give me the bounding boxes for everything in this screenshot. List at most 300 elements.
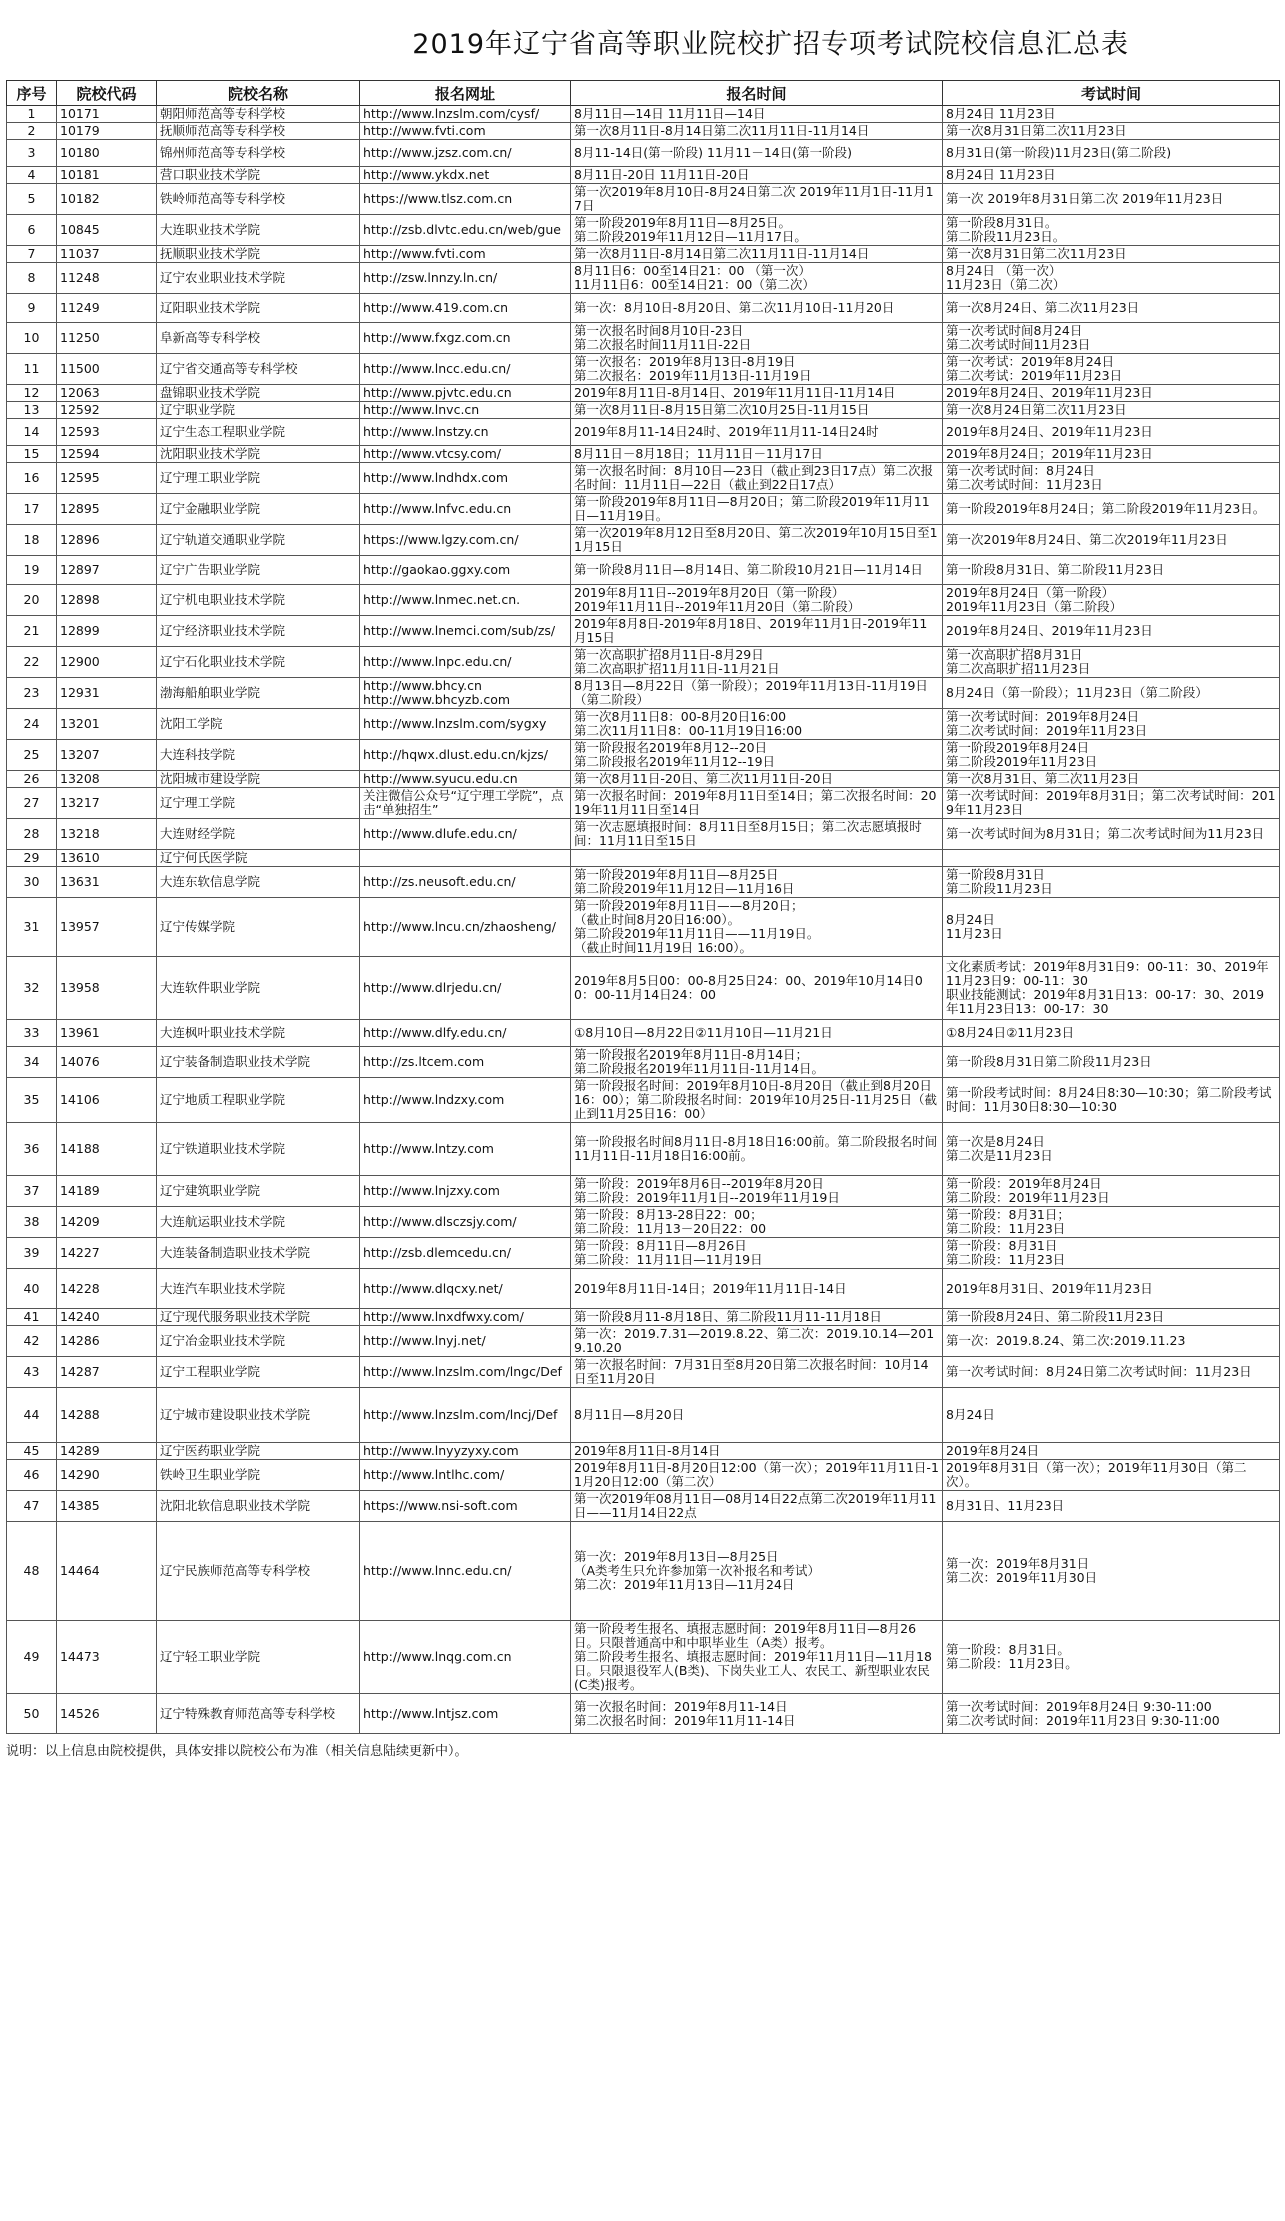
cell-index: 47 (7, 1491, 57, 1522)
cell-school-name: 辽宁医药职业学院 (157, 1443, 360, 1460)
cell-signup-url[interactable]: http://www.lnvc.cn (360, 402, 571, 419)
cell-school-name: 盘锦职业技术学院 (157, 385, 360, 402)
cell-signup-url[interactable]: http://www.lnyj.net/ (360, 1326, 571, 1357)
cell-school-name: 辽宁何氏医学院 (157, 850, 360, 867)
cell-index: 39 (7, 1238, 57, 1269)
cell-signup-time: 第一次8月11日-8月14日第二次11月11日-11月14日 (571, 246, 943, 263)
cell-signup-time: 2019年8月11日-8月20日12:00（第一次）；2019年11月11日-11月20日12:00（第二次） (571, 1460, 943, 1491)
cell-school-name: 大连枫叶职业技术学院 (157, 1020, 360, 1047)
cell-index: 23 (7, 678, 57, 709)
cell-signup-url[interactable]: http://www.dlfy.edu.cn/ (360, 1020, 571, 1047)
cell-exam-time: 第一阶段8月24日、第二阶段11月23日 (943, 1309, 1280, 1326)
cell-signup-url[interactable]: http://www.lnjzxy.com (360, 1176, 571, 1207)
cell-signup-url[interactable]: http://www.dlqcxy.net/ (360, 1269, 571, 1309)
cell-school-code: 11500 (57, 354, 157, 385)
cell-index: 24 (7, 709, 57, 740)
cell-index: 25 (7, 740, 57, 771)
cell-exam-time: 第一次8月24日、第二次11月23日 (943, 294, 1280, 323)
cell-school-code: 12895 (57, 494, 157, 525)
cell-school-name: 辽阳职业技术学院 (157, 294, 360, 323)
cell-exam-time: 第一阶段2019年8月24日 第二阶段2019年11月23日 (943, 740, 1280, 771)
table-row (7, 585, 1280, 616)
cell-signup-time: 2019年8月8日-2019年8月18日、2019年11月1日-2019年11月15日 (571, 616, 943, 647)
cell-index: 20 (7, 585, 57, 616)
cell-school-name: 大连航运职业技术学院 (157, 1207, 360, 1238)
cell-exam-time: 2019年8月31日（第一次）；2019年11月30日（第二次）。 (943, 1460, 1280, 1491)
cell-index: 7 (7, 246, 57, 263)
cell-exam-time: 第一次2019年8月24日、第二次2019年11月23日 (943, 525, 1280, 556)
cell-signup-time: 8月11日6：00至14日21：00 （第一次） 11月11日6：00至14日21：00（第二次） (571, 263, 943, 294)
cell-index: 8 (7, 263, 57, 294)
cell-index: 1 (7, 106, 57, 123)
cell-school-name: 辽宁轨道交通职业学院 (157, 525, 360, 556)
table-row (7, 850, 1280, 867)
table-row (7, 647, 1280, 678)
cell-signup-time: 第一次报名时间：7月31日至8月20日第二次报名时间：10月14日至11月20日 (571, 1357, 943, 1388)
cell-exam-time: 第一次考试时间：8月24日第二次考试时间：11月23日 (943, 1357, 1280, 1388)
cell-index: 22 (7, 647, 57, 678)
cell-school-name: 沈阳职业技术学院 (157, 446, 360, 463)
cell-school-name: 营口职业技术学院 (157, 167, 360, 184)
cell-exam-time: 第一次考试时间：8月24日 第二次考试时间：11月23日 (943, 463, 1280, 494)
cell-signup-url[interactable]: http://www.lntlhc.com/ (360, 1460, 571, 1491)
cell-signup-time: 第一阶段：2019年8月6日--2019年8月20日 第二阶段：2019年11月1日--2019年11月19日 (571, 1176, 943, 1207)
cell-index: 36 (7, 1123, 57, 1176)
cell-exam-time: 第一次是8月24日 第二次是11月23日 (943, 1123, 1280, 1176)
cell-school-code: 14287 (57, 1357, 157, 1388)
cell-signup-url[interactable]: http://gaokao.ggxy.com (360, 556, 571, 585)
cell-signup-url[interactable] (360, 850, 571, 867)
cell-index: 49 (7, 1621, 57, 1694)
cell-exam-time: 第一次考试时间：2019年8月31日；第二次考试时间：2019年11月23日 (943, 788, 1280, 819)
cell-school-code: 11248 (57, 263, 157, 294)
table-row (7, 354, 1280, 385)
cell-signup-url[interactable]: http://www.419.com.cn (360, 294, 571, 323)
table-row (7, 1491, 1280, 1522)
table-row (7, 1443, 1280, 1460)
cell-exam-time: 8月24日（第一阶段）；11月23日（第二阶段） (943, 678, 1280, 709)
cell-signup-url[interactable]: http://www.lnmec.net.cn. (360, 585, 571, 616)
cell-signup-time: 第一次高职扩招8月11日-8月29日 第二次高职扩招11月11日-11月21日 (571, 647, 943, 678)
cell-school-name: 辽宁职业学院 (157, 402, 360, 419)
cell-index: 37 (7, 1176, 57, 1207)
cell-school-code: 14464 (57, 1522, 157, 1621)
table-row (7, 323, 1280, 354)
cell-signup-url[interactable]: http://zsb.dlemcedu.cn/ (360, 1238, 571, 1269)
cell-school-name: 阜新高等专科学校 (157, 323, 360, 354)
cell-signup-time: 2019年8月5日00：00-8月25日24：00、2019年10月14日00：00-11月14日24：00 (571, 957, 943, 1020)
cell-signup-time: 第一次2019年8月10日-8月24日第二次 2019年11月1日-11月17日 (571, 184, 943, 215)
cell-exam-time: 2019年8月31日、2019年11月23日 (943, 1269, 1280, 1309)
cell-signup-url[interactable]: http://zsw.lnnzy.ln.cn/ (360, 263, 571, 294)
table-row (7, 246, 1280, 263)
cell-school-code: 13201 (57, 709, 157, 740)
cell-exam-time: 第一阶段：8月31日 第二阶段：11月23日 (943, 1238, 1280, 1269)
cell-school-code: 12592 (57, 402, 157, 419)
cell-signup-time: 第一阶段8月11日—8月14日、第二阶段10月21日—11月14日 (571, 556, 943, 585)
cell-school-name: 朝阳师范高等专科学校 (157, 106, 360, 123)
cell-signup-time: 8月11日—8月20日 (571, 1388, 943, 1443)
cell-school-code: 13218 (57, 819, 157, 850)
cell-signup-url[interactable]: http://www.vtcsy.com/ (360, 446, 571, 463)
cell-school-name: 辽宁城市建设职业技术学院 (157, 1388, 360, 1443)
cell-signup-url[interactable]: 关注微信公众号“辽宁理工学院”，点击“单独招生” (360, 788, 571, 819)
table-row (7, 1269, 1280, 1309)
cell-signup-time: 第一阶段报名时间：2019年8月10日-8月20日（截止到8月20日16：00）；第二阶段报名时间：2019年10月25日-11月25日（截止到11月25日16：00） (571, 1078, 943, 1123)
cell-signup-time: 第一次8月11日-8月15日第二次10月25日-11月15日 (571, 402, 943, 419)
cell-signup-url[interactable]: http://www.lncu.cn/zhaosheng/ (360, 898, 571, 957)
cell-signup-time: 第一次8月11日8：00-8月20日16:00 第二次11月11日8：00-11月19日16:00 (571, 709, 943, 740)
cell-exam-time: 第一次 2019年8月31日第二次 2019年11月23日 (943, 184, 1280, 215)
cell-school-name: 抚顺职业技术学院 (157, 246, 360, 263)
cell-signup-time: 第一次8月11日-8月14日第二次11月11日-11月14日 (571, 123, 943, 140)
cell-signup-url[interactable]: https://www.nsi-soft.com (360, 1491, 571, 1522)
cell-school-name: 辽宁建筑职业学院 (157, 1176, 360, 1207)
cell-school-code: 13217 (57, 788, 157, 819)
cell-signup-time: 第一次：2019年8月13日—8月25日 （A类考生只允许参加第一次补报名和考试） 第二次：2019年11月13日—11月24日 (571, 1522, 943, 1621)
cell-school-code: 13957 (57, 898, 157, 957)
cell-school-name: 辽宁铁道职业技术学院 (157, 1123, 360, 1176)
cell-exam-time: 2019年8月24日（第一阶段） 2019年11月23日（第二阶段） (943, 585, 1280, 616)
cell-signup-url[interactable]: http://www.dlrjedu.cn/ (360, 957, 571, 1020)
cell-index: 26 (7, 771, 57, 788)
cell-exam-time: 第一次8月24日第二次11月23日 (943, 402, 1280, 419)
cell-signup-url[interactable]: http://zs.ltcem.com (360, 1047, 571, 1078)
cell-school-name: 沈阳北软信息职业技术学院 (157, 1491, 360, 1522)
cell-signup-url[interactable]: http://www.lncc.edu.cn/ (360, 354, 571, 385)
cell-school-name: 辽宁生态工程职业学院 (157, 419, 360, 446)
cell-school-code: 10180 (57, 140, 157, 167)
cell-school-code: 14286 (57, 1326, 157, 1357)
cell-signup-url[interactable]: http://www.lnstzy.cn (360, 419, 571, 446)
cell-school-code: 14526 (57, 1694, 157, 1734)
cell-signup-time: 8月11日－8月18日；11月11日－11月17日 (571, 446, 943, 463)
table-row (7, 1357, 1280, 1388)
cell-school-name: 辽宁民族师范高等专科学校 (157, 1522, 360, 1621)
header-school-name: 院校名称 (157, 81, 360, 106)
cell-signup-url[interactable]: http://www.dlsczsjy.com/ (360, 1207, 571, 1238)
cell-signup-url[interactable]: http://www.lnzslm.com/lncj/Def (360, 1388, 571, 1443)
cell-school-code: 14228 (57, 1269, 157, 1309)
cell-signup-url[interactable]: http://www.lnzslm.com/lngc/Def (360, 1357, 571, 1388)
table-row (7, 1123, 1280, 1176)
cell-signup-time: 第一阶段考生报名、填报志愿时间：2019年8月11日—8月26日。只限普通高中和中职毕业生（A类）报考。 第二阶段考生报名、填报志愿时间：2019年11月11日—11月18日。只限退役军人(B类)、下岗失业工人、农民工、新型职业农民(C类)报考。 (571, 1621, 943, 1694)
cell-school-name: 辽宁工程职业学院 (157, 1357, 360, 1388)
cell-exam-time: 第一次：2019.8.24、第二次:2019.11.23 (943, 1326, 1280, 1357)
cell-school-name: 辽宁经济职业技术学院 (157, 616, 360, 647)
table-row (7, 556, 1280, 585)
table-row (7, 957, 1280, 1020)
cell-index: 4 (7, 167, 57, 184)
cell-signup-time: 第一次报名时间8月10日-23日 第二次报名时间11月11日-22日 (571, 323, 943, 354)
cell-index: 34 (7, 1047, 57, 1078)
cell-signup-url[interactable]: http://zs.neusoft.edu.cn/ (360, 867, 571, 898)
cell-school-code: 13958 (57, 957, 157, 1020)
cell-index: 21 (7, 616, 57, 647)
cell-school-code: 13631 (57, 867, 157, 898)
cell-school-code: 14385 (57, 1491, 157, 1522)
cell-signup-time: 第一次报名：2019年8月13日-8月19日 第二次报名：2019年11月13日-11月19日 (571, 354, 943, 385)
cell-signup-time: 第一次：2019.7.31—2019.8.22、第二次：2019.10.14—2019.10.20 (571, 1326, 943, 1357)
cell-signup-url[interactable]: http://www.lndhdx.com (360, 463, 571, 494)
cell-school-name: 辽宁省交通高等专科学校 (157, 354, 360, 385)
cell-exam-time: 第一次8月31日第二次11月23日 (943, 246, 1280, 263)
table-row (7, 867, 1280, 898)
cell-school-code: 12899 (57, 616, 157, 647)
cell-signup-time: 第一次：8月10日-8月20日、第二次11月10日-11月20日 (571, 294, 943, 323)
cell-signup-url[interactable]: http://www.ykdx.net (360, 167, 571, 184)
cell-school-name: 辽宁石化职业技术学院 (157, 647, 360, 678)
table-row (7, 1020, 1280, 1047)
cell-exam-time: 8月24日 11月23日 (943, 898, 1280, 957)
cell-index: 32 (7, 957, 57, 1020)
table-row (7, 263, 1280, 294)
cell-signup-time: 第一阶段报名2019年8月12--20日 第二阶段报名2019年11月12--19日 (571, 740, 943, 771)
cell-index: 42 (7, 1326, 57, 1357)
table-row (7, 788, 1280, 819)
cell-index: 40 (7, 1269, 57, 1309)
cell-signup-url[interactable]: http://www.lndzxy.com (360, 1078, 571, 1123)
cell-exam-time: 第一次考试时间8月24日 第二次考试时间11月23日 (943, 323, 1280, 354)
table-row (7, 446, 1280, 463)
cell-exam-time: 第一阶段8月31日 第二阶段11月23日 (943, 867, 1280, 898)
page-title: 2019年辽宁省高等职业院校扩招专项考试院校信息汇总表 (412, 29, 1129, 60)
table-row (7, 106, 1280, 123)
cell-school-name: 大连财经学院 (157, 819, 360, 850)
cell-school-code: 12897 (57, 556, 157, 585)
cell-signup-url[interactable]: http://www.lnzslm.com/sygxy (360, 709, 571, 740)
cell-exam-time: 第一阶段：2019年8月24日 第二阶段：2019年11月23日 (943, 1176, 1280, 1207)
cell-school-name: 辽宁金融职业学院 (157, 494, 360, 525)
cell-index: 45 (7, 1443, 57, 1460)
cell-signup-time: 第一阶段：8月11日—8月26日 第二阶段：11月11日—11月19日 (571, 1238, 943, 1269)
cell-school-code: 11249 (57, 294, 157, 323)
cell-index: 29 (7, 850, 57, 867)
footnote: 说明：以上信息由院校提供，具体安排以院校公布为准（相关信息陆续更新中）。 (6, 1744, 468, 1759)
cell-school-code: 14188 (57, 1123, 157, 1176)
cell-signup-time: 8月11日-20日 11月11日-20日 (571, 167, 943, 184)
cell-school-code: 14227 (57, 1238, 157, 1269)
cell-school-code: 10179 (57, 123, 157, 140)
cell-school-code: 14473 (57, 1621, 157, 1694)
table-row (7, 463, 1280, 494)
table-row (7, 898, 1280, 957)
cell-index: 31 (7, 898, 57, 957)
table-row (7, 1522, 1280, 1621)
cell-school-code: 14289 (57, 1443, 157, 1460)
cell-school-code: 12931 (57, 678, 157, 709)
cell-school-name: 铁岭卫生职业学院 (157, 1460, 360, 1491)
cell-school-name: 锦州师范高等专科学校 (157, 140, 360, 167)
cell-signup-url[interactable]: http://www.lnpc.edu.cn/ (360, 647, 571, 678)
cell-school-name: 大连软件职业学院 (157, 957, 360, 1020)
cell-signup-url[interactable]: http://www.pjvtc.edu.cn (360, 385, 571, 402)
cell-index: 41 (7, 1309, 57, 1326)
cell-school-name: 辽宁理工职业学院 (157, 463, 360, 494)
cell-signup-url[interactable]: http://www.lntjsz.com (360, 1694, 571, 1734)
cell-exam-time: 第一次考试时间：2019年8月24日 第二次考试时间：2019年11月23日 (943, 709, 1280, 740)
table-row (7, 616, 1280, 647)
cell-signup-url[interactable]: http://www.lnfvc.edu.cn (360, 494, 571, 525)
header-index: 序号 (7, 81, 57, 106)
table-row (7, 819, 1280, 850)
cell-signup-time: 第一阶段报名时间8月11日-8月18日16:00前。第二阶段报名时间11月11日-11月18日16:00前。 (571, 1123, 943, 1176)
cell-school-code: 14288 (57, 1388, 157, 1443)
cell-signup-url[interactable]: http://www.lnemci.com/sub/zs/ (360, 616, 571, 647)
table-row (7, 740, 1280, 771)
table-row (7, 1176, 1280, 1207)
cell-school-code: 11037 (57, 246, 157, 263)
table-row (7, 678, 1280, 709)
cell-school-name: 大连职业技术学院 (157, 215, 360, 246)
cell-index: 13 (7, 402, 57, 419)
cell-signup-url[interactable]: http://www.fxgz.com.cn (360, 323, 571, 354)
cell-school-code: 14209 (57, 1207, 157, 1238)
cell-school-name: 辽宁机电职业技术学院 (157, 585, 360, 616)
cell-school-code: 12900 (57, 647, 157, 678)
cell-index: 11 (7, 354, 57, 385)
table-row (7, 140, 1280, 167)
table-row (7, 1621, 1280, 1694)
cell-index: 19 (7, 556, 57, 585)
header-signup-time: 报名时间 (571, 81, 943, 106)
cell-exam-time: 第一阶段：8月31日。 第二阶段：11月23日。 (943, 1621, 1280, 1694)
cell-exam-time: 第一阶段考试时间：8月24日8:30—10:30；第二阶段考试时间：11月30日8:30—10:30 (943, 1078, 1280, 1123)
cell-school-code: 12595 (57, 463, 157, 494)
cell-signup-url[interactable]: https://www.lgzy.com.cn/ (360, 525, 571, 556)
cell-index: 30 (7, 867, 57, 898)
cell-exam-time: 第一次8月31日第二次11月23日 (943, 123, 1280, 140)
cell-exam-time: 2019年8月24日、2019年11月23日 (943, 385, 1280, 402)
cell-exam-time: 第一阶段8月31日。 第二阶段11月23日。 (943, 215, 1280, 246)
cell-school-name: 辽宁特殊教育师范高等专科学校 (157, 1694, 360, 1734)
cell-school-code: 10182 (57, 184, 157, 215)
cell-signup-time: 2019年8月11日--2019年8月20日（第一阶段） 2019年11月11日--2019年11月20日（第二阶段） (571, 585, 943, 616)
cell-school-name: 辽宁理工学院 (157, 788, 360, 819)
table-row (7, 294, 1280, 323)
cell-exam-time: 8月24日 (943, 1388, 1280, 1443)
cell-index: 27 (7, 788, 57, 819)
cell-signup-time: 8月11-14日(第一阶段) 11月11－14日(第一阶段) (571, 140, 943, 167)
cell-school-code: 13207 (57, 740, 157, 771)
cell-index: 44 (7, 1388, 57, 1443)
cell-exam-time: 2019年8月24日、2019年11月23日 (943, 616, 1280, 647)
cell-exam-time: 8月24日 11月23日 (943, 106, 1280, 123)
cell-signup-time: 2019年8月11日-14日；2019年11月11日-14日 (571, 1269, 943, 1309)
cell-signup-url[interactable]: http://www.fvti.com (360, 246, 571, 263)
cell-school-name: 辽宁装备制造职业技术学院 (157, 1047, 360, 1078)
header-signup-url: 报名网址 (360, 81, 571, 106)
cell-exam-time: 2019年8月24日 (943, 1443, 1280, 1460)
cell-exam-time: 第一次考试时间：2019年8月24日 9:30-11:00 第二次考试时间：2019年11月23日 9:30-11:00 (943, 1694, 1280, 1734)
cell-signup-url[interactable]: http://www.dlufe.edu.cn/ (360, 819, 571, 850)
cell-index: 2 (7, 123, 57, 140)
cell-index: 6 (7, 215, 57, 246)
cell-school-name: 辽宁农业职业技术学院 (157, 263, 360, 294)
table-row (7, 1694, 1280, 1734)
cell-signup-url[interactable]: http://www.lnxdfwxy.com/ (360, 1309, 571, 1326)
cell-signup-time: 第一次2019年8月12日至8月20日、第二次2019年10月15日至11月15日 (571, 525, 943, 556)
cell-school-name: 辽宁地质工程职业学院 (157, 1078, 360, 1123)
cell-school-name: 渤海船舶职业学院 (157, 678, 360, 709)
cell-school-code: 12898 (57, 585, 157, 616)
cell-school-code: 14106 (57, 1078, 157, 1123)
cell-signup-url[interactable]: https://www.tlsz.com.cn (360, 184, 571, 215)
cell-index: 17 (7, 494, 57, 525)
cell-school-name: 辽宁现代服务职业技术学院 (157, 1309, 360, 1326)
cell-index: 46 (7, 1460, 57, 1491)
header-exam-time: 考试时间 (943, 81, 1280, 106)
cell-exam-time (943, 850, 1280, 867)
table-row (7, 1388, 1280, 1443)
cell-school-code: 12593 (57, 419, 157, 446)
cell-signup-time (571, 850, 943, 867)
cell-signup-url[interactable]: http://www.lnqg.com.cn (360, 1621, 571, 1694)
cell-signup-url[interactable]: http://zsb.dlvtc.edu.cn/web/gue (360, 215, 571, 246)
table-row (7, 771, 1280, 788)
cell-index: 5 (7, 184, 57, 215)
cell-exam-time: 第一次8月31日、第二次11月23日 (943, 771, 1280, 788)
cell-exam-time: 8月31日(第一阶段)11月23日(第二阶段) (943, 140, 1280, 167)
cell-index: 43 (7, 1357, 57, 1388)
cell-exam-time: 8月31日、11月23日 (943, 1491, 1280, 1522)
table-row (7, 167, 1280, 184)
cell-signup-url[interactable]: http://www.lntzy.com (360, 1123, 571, 1176)
cell-signup-url[interactable]: http://www.lnnc.edu.cn/ (360, 1522, 571, 1621)
cell-exam-time: 2019年8月24日、2019年11月23日 (943, 419, 1280, 446)
cell-school-name: 辽宁传媒学院 (157, 898, 360, 957)
table-row (7, 419, 1280, 446)
cell-school-code: 13961 (57, 1020, 157, 1047)
cell-signup-url[interactable]: http://www.lnzslm.com/cysf/ (360, 106, 571, 123)
cell-school-code: 12063 (57, 385, 157, 402)
table-row (7, 525, 1280, 556)
cell-signup-time: 8月13日—8月22日（第一阶段）；2019年11月13日-11月19日（第二阶段） (571, 678, 943, 709)
cell-signup-url[interactable]: http://www.jzsz.com.cn/ (360, 140, 571, 167)
cell-index: 18 (7, 525, 57, 556)
cell-index: 14 (7, 419, 57, 446)
cell-signup-url[interactable]: http://www.lnyyzyxy.com (360, 1443, 571, 1460)
cell-signup-url[interactable]: http://www.bhcy.cn http://www.bhcyzb.com (360, 678, 571, 709)
cell-signup-url[interactable]: http://www.fvti.com (360, 123, 571, 140)
cell-index: 16 (7, 463, 57, 494)
cell-signup-time: 第一次2019年08月11日—08月14日22点第二次2019年11月11日——11月14日22点 (571, 1491, 943, 1522)
table-row (7, 385, 1280, 402)
table-row (7, 1460, 1280, 1491)
cell-exam-time: 第一阶段8月31日第二阶段11月23日 (943, 1047, 1280, 1078)
cell-exam-time: ①8月24日②11月23日 (943, 1020, 1280, 1047)
cell-exam-time: 第一次考试：2019年8月24日 第二次考试：2019年11月23日 (943, 354, 1280, 385)
cell-exam-time: 2019年8月24日；2019年11月23日 (943, 446, 1280, 463)
cell-school-code: 14240 (57, 1309, 157, 1326)
cell-school-name: 抚顺师范高等专科学校 (157, 123, 360, 140)
cell-exam-time: 第一次高职扩招8月31日 第二次高职扩招11月23日 (943, 647, 1280, 678)
cell-index: 38 (7, 1207, 57, 1238)
cell-signup-time: 8月11日—14日 11月11日—14日 (571, 106, 943, 123)
cell-index: 48 (7, 1522, 57, 1621)
table-row (7, 1047, 1280, 1078)
cell-school-name: 铁岭师范高等专科学校 (157, 184, 360, 215)
cell-signup-url[interactable]: http://www.syucu.edu.cn (360, 771, 571, 788)
table-header-row (7, 81, 1280, 106)
cell-school-code: 14189 (57, 1176, 157, 1207)
cell-school-name: 大连装备制造职业技术学院 (157, 1238, 360, 1269)
cell-signup-time: 第一阶段2019年8月11日—8月25日。 第二阶段2019年11月12日—11月17日。 (571, 215, 943, 246)
cell-signup-time: 2019年8月11日-8月14日、2019年11月11日-11月14日 (571, 385, 943, 402)
cell-school-code: 14076 (57, 1047, 157, 1078)
cell-index: 33 (7, 1020, 57, 1047)
cell-signup-url[interactable]: http://hqwx.dlust.edu.cn/kjzs/ (360, 740, 571, 771)
